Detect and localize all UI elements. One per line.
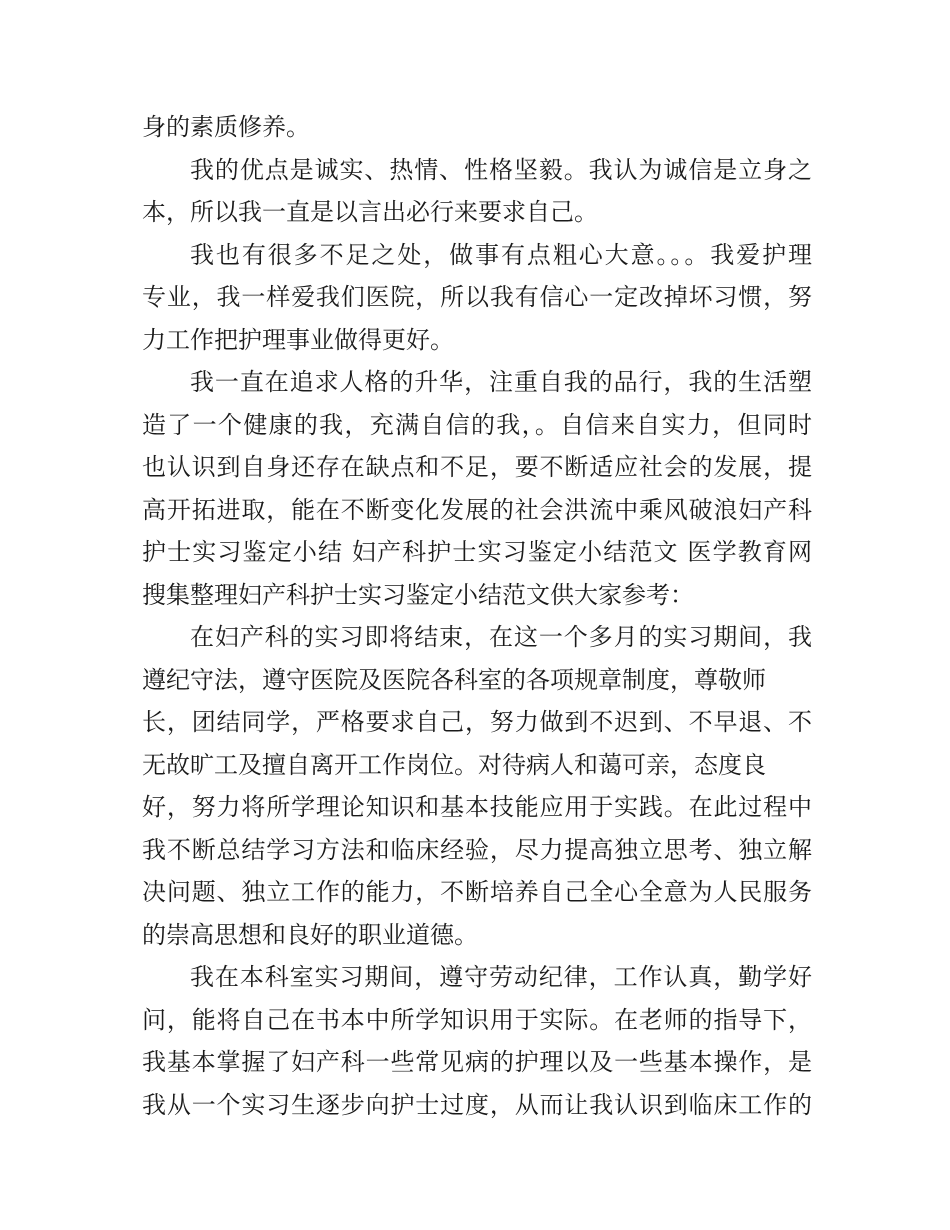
text-line: 决问题、独立工作的能力，不断培养自己全心全意为人民服务 bbox=[142, 878, 812, 906]
text-line: 好，努力将所学理论知识和基本技能应用于实践。在此过程中 bbox=[142, 793, 812, 821]
text-line: 长，团结同学，严格要求自己，努力做到不迟到、不早退、不 bbox=[142, 708, 812, 736]
text-line: 的崇高思想和良好的职业道德。 bbox=[142, 920, 478, 949]
text-line: 问，能将自己在书本中所学知识用于实际。在老师的指导下， bbox=[142, 1005, 812, 1034]
text-line: 我一直在追求人格的升华，注重自我的品行，我的生活塑 bbox=[190, 368, 812, 396]
text-line: 在妇产科的实习即将结束，在这一个多月的实习期间，我 bbox=[190, 623, 812, 651]
text-line: 搜集整理妇产科护士实习鉴定小结范文供大家参考： bbox=[142, 580, 694, 609]
text-line: 遵纪守法，遵守医院及医院各科室的各项规章制度，尊敬师 bbox=[142, 665, 766, 694]
text-line: 我的优点是诚实、热情、性格坚毅。我认为诚信是立身之 bbox=[190, 155, 812, 184]
text-line: 也认识到自身还存在缺点和不足，要不断适应社会的发展，提 bbox=[142, 453, 812, 481]
text-line: 我也有很多不足之处，做事有点粗心大意。。。我爱护理 bbox=[190, 240, 812, 269]
body-text bbox=[142, 106, 812, 1126]
text-line: 力工作把护理事业做得更好。 bbox=[142, 325, 454, 354]
text-line: 高开拓进取，能在不断变化发展的社会洪流中乘风破浪妇产科 bbox=[142, 495, 812, 524]
text-line: 我在本科室实习期间，遵守劳动纪律，工作认真，勤学好 bbox=[190, 963, 812, 991]
text-line: 无故旷工及擅自离开工作岗位。对待病人和蔼可亲，态度良 bbox=[142, 750, 766, 779]
text-line: 我基本掌握了妇产科一些常见病的护理以及一些基本操作，是 bbox=[142, 1048, 812, 1076]
text-line: 身的素质修养。 bbox=[142, 113, 310, 141]
text-line: 造了一个健康的我，充满自信的我，。自信来自实力，但同时 bbox=[142, 410, 812, 439]
text-line: 我不断总结学习方法和临床经验，尽力提高独立思考、独立解 bbox=[142, 835, 812, 864]
text-line: 护士实习鉴定小结 妇产科护士实习鉴定小结范文 医学教育网 bbox=[142, 538, 812, 566]
text-line: 我从一个实习生逐步向护士过度，从而让我认识到临床工作的 bbox=[142, 1090, 812, 1119]
text-line: 本，所以我一直是以言出必行来要求自己。 bbox=[142, 198, 598, 226]
text-line: 专业，我一样爱我们医院，所以我有信心一定改掉坏习惯，努 bbox=[142, 283, 812, 311]
